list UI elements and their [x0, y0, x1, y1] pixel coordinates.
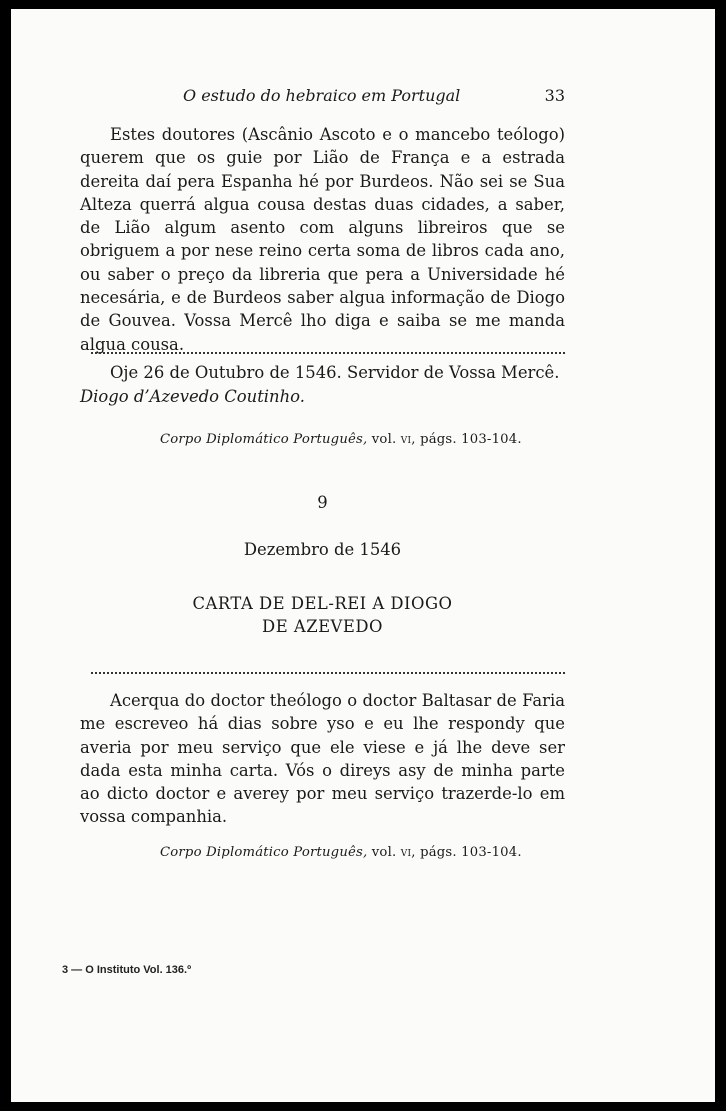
source-pages: págs. 103-104. [420, 432, 522, 447]
source-volume: vi, [400, 432, 416, 447]
letter-1-body: Estes doutores (Ascânio Ascoto e o mancebo teólogo) querem que os guie por Lião de França e a estrada dereita daí pera Espanha hé por Burdeos. Não sei se Sua Alteza querrá algua cousa destas duas cidades, a saber, de Lião algum asento com alguns libreiros que se obriguem a por nese reino certa soma de libros cada ano, ou saber o preço da libreria que pera a Universidade hé necesária, e de Burdeos saber algua informação de Diogo de Gouvea. Vossa Mercê lho diga e saiba se me manda algua cousa. [80, 125, 565, 354]
letter-1-closing-block [80, 361, 565, 409]
letter-1-closing: Oje 26 de Outubro de 1546. Servidor de Vossa Mercê. [110, 363, 560, 382]
running-head [80, 86, 565, 108]
page-number: 33 [544, 86, 565, 105]
footer-signature-mark: 3 — O Instituto Vol. 136.º [62, 964, 192, 976]
document-title-line-2: DE AZEVEDO [262, 617, 383, 636]
ellipsis-rule-2 [91, 672, 565, 678]
source-work-title: Corpo Diplomático Português, [160, 432, 368, 447]
document-number: 9 [317, 493, 328, 512]
letter-1-signature: Diogo d’Azevedo Coutinho. [80, 387, 305, 406]
document-date: Dezembro de 1546 [243, 540, 402, 559]
source-pages: págs. 103-104. [420, 845, 522, 860]
document-9-body: Acerqua do doctor theólogo o doctor Baltasar de Faria me escreveo há dias sobre yso e eu lhe respondy que averia por meu serviço que ele viese e já lhe deve ser dada esta minha carta. Vós o direys asy de minha parte ao dicto doctor e averey por meu serviço trazerde-lo em vossa companhia. [80, 691, 565, 827]
source-volume: vi, [400, 845, 416, 860]
source-work-title: Corpo Diplomático Português, [160, 845, 368, 860]
ellipsis-rule-1 [91, 352, 565, 358]
document-title [80, 592, 565, 638]
source-vol-prefix: vol. [371, 432, 397, 447]
running-title: O estudo do hebraico em Portugal [183, 86, 461, 105]
book-page [11, 9, 715, 1102]
letter-1-source [160, 432, 522, 447]
source-vol-prefix: vol. [371, 845, 397, 860]
document-9-source [160, 845, 522, 860]
document-title-line-1: CARTA DE DEL-REI A DIOGO [192, 594, 453, 613]
